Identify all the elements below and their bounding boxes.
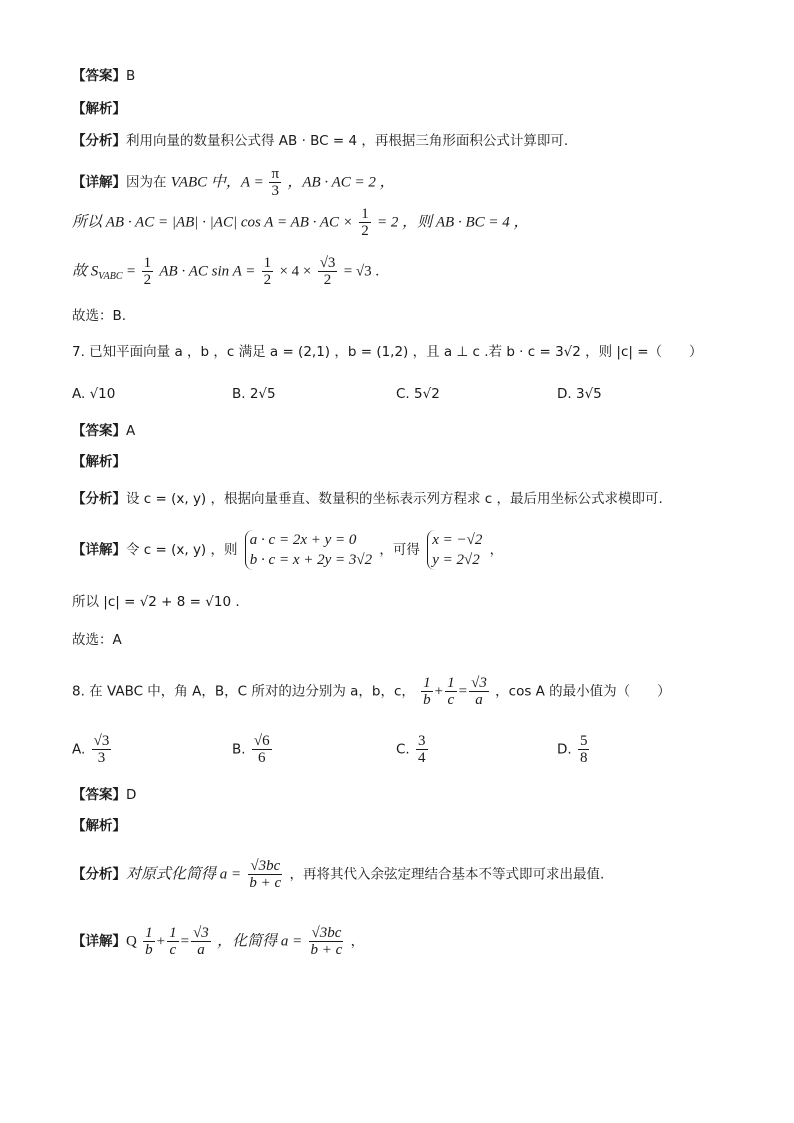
q8-opt-a-num: √3 xyxy=(93,733,110,749)
q8-d-frac-1b xyxy=(143,925,155,958)
q6-one: 1 xyxy=(361,206,369,222)
q8-option-b xyxy=(232,733,274,766)
q8-fenxi-a: 对原式化简得 a = xyxy=(126,866,242,883)
q8-stem: 8. 在 VABC 中，角 A，B，C 所对的边分别为 a，b，c， $\frac{1}{b}$ + $\frac{1}{c}$ = $\frac{√3}{a}$ ，cos A 的最小值为（ ） xyxy=(72,675,671,708)
q6-two-2: 2 xyxy=(143,272,152,288)
q6-fenxi xyxy=(72,131,568,151)
q7-detail-1 xyxy=(72,530,503,570)
q6-d3-sub: VABC xyxy=(98,271,123,283)
q7-option-b: B. 2√5 xyxy=(232,386,276,402)
q8-opt-d-label: D. xyxy=(557,741,572,758)
q8-frac-1c xyxy=(445,675,457,708)
xiangjie-label: 【详解】 xyxy=(72,933,126,950)
answer-label: 【答案】 xyxy=(72,423,126,439)
q6-d3d: × 4 × xyxy=(279,263,312,280)
q6-detail-2 xyxy=(72,206,529,239)
q8-b: b xyxy=(423,692,431,708)
q8-fenxi-den: b + c xyxy=(249,875,282,891)
q7-dc: ， xyxy=(489,542,504,558)
q8-d-one-2: 1 xyxy=(169,925,177,941)
q8-frac-sqrt3-a xyxy=(469,675,489,708)
q6-d2b: = 2 ，则 AB · BC = 4 ， xyxy=(377,214,529,231)
q6-one-2: 1 xyxy=(143,255,152,271)
q8-d-c: c xyxy=(169,942,177,958)
q7-fenxi-text: 设 c = (x, y) ，根据向量垂直、数量积的坐标表示列方程求 c ，最后用坐标公式求模即可. xyxy=(126,491,663,507)
q8-d-a: a xyxy=(197,942,205,958)
answer-label: 【答案】 xyxy=(72,68,126,84)
fenxi-label: 【分析】 xyxy=(72,491,126,507)
q6-conclusion: 故选：B. xyxy=(72,308,127,324)
q6-answer-line xyxy=(72,66,135,86)
q8-opt-c-frac xyxy=(416,733,428,766)
q8-opt-a-label: A. xyxy=(72,741,86,758)
q8-d-res-den: b + c xyxy=(310,942,343,958)
q7-answer-line xyxy=(72,421,135,441)
q7-option-d: D. 3√5 xyxy=(557,386,602,402)
q8-opt-d-den: 8 xyxy=(579,750,588,766)
q6-d2: 所以 AB · AC = |AB| · |AC| cos A = AB · AC × xyxy=(72,214,353,231)
q8-c: c xyxy=(447,692,455,708)
q8-fenxi-frac xyxy=(247,858,283,891)
q8-detail-c: ， xyxy=(350,933,365,950)
q7-sol2: y = 2√2 xyxy=(432,552,480,568)
q7-db: ，可得 xyxy=(379,542,420,558)
q8-frac-1b xyxy=(421,675,433,708)
xiangjie-label: 【详解】 xyxy=(72,542,126,558)
q8-opt-a-den: 3 xyxy=(97,750,106,766)
q8-fenxi-b: ，再将其代入余弦定理结合基本不等式即可求出最值. xyxy=(289,866,605,883)
q7-option-c: C. 5√2 xyxy=(396,386,440,402)
q6-fenxi-text: 利用向量的数量积公式得 AB · BC = 4 ，再根据三角形面积公式计算即可. xyxy=(126,133,569,149)
q7-eq2: b · c = x + 2y = 3√2 xyxy=(249,552,373,568)
q7-answer-value: A xyxy=(126,423,136,439)
q6-d3a: 故 S xyxy=(72,263,99,280)
q8-opt-c-num: 3 xyxy=(418,733,426,749)
q7-eq1: a · c = 2x + y = 0 xyxy=(249,532,357,548)
q8-opt-b-frac xyxy=(252,733,272,766)
q7-stem: 7. 已知平面向量 a ，b ，c 满足 a = (2,1) ，b = (1,2) ，且 a ⊥ c .若 b · c = 3√2 ，则 |c| =（ ） xyxy=(72,344,703,360)
q8-d-one: 1 xyxy=(145,925,153,941)
q6-d3c: AB · AC sin A = xyxy=(159,263,256,280)
q8-opt-a-frac xyxy=(92,733,112,766)
q6-sqrt3-over-2 xyxy=(318,255,338,288)
q6-one-3: 1 xyxy=(263,255,272,271)
q8-opt-b-num: √6 xyxy=(253,733,270,749)
q7-analysis-head: 【解析】 xyxy=(72,454,126,470)
q6-pi-over-3 xyxy=(269,166,281,199)
q7-system xyxy=(245,530,372,570)
fenxi-label: 【分析】 xyxy=(72,133,126,149)
q6-d1c: ，AB · AC = 2 ， xyxy=(287,174,395,191)
q6-half xyxy=(359,206,371,239)
q8-opt-c-den: 4 xyxy=(418,750,426,766)
q7-conclusion: 故选：A xyxy=(72,632,122,648)
q8-detail-q: Q xyxy=(126,933,137,950)
q6-d3e: = √3 . xyxy=(343,263,380,280)
answer-label: 【答案】 xyxy=(72,787,126,803)
q6-analysis-head: 【解析】 xyxy=(72,101,126,117)
q8-fenxi xyxy=(72,858,604,891)
q6-d1a: 因为在 xyxy=(126,174,167,191)
xiangjie-label: 【详解】 xyxy=(72,174,126,191)
q8-d-frac-sqrt3-a xyxy=(191,925,211,958)
q8-opt-b-label: B. xyxy=(232,741,246,758)
q6-half-3 xyxy=(262,255,274,288)
q8-answer-value: D xyxy=(126,787,137,803)
q8-answer-line xyxy=(72,785,136,805)
q8-one-2: 1 xyxy=(447,675,455,691)
q6-two-3: 2 xyxy=(263,272,272,288)
q6-answer-value: B xyxy=(126,68,136,84)
q7-da: 令 c = (x, y) ，则 xyxy=(126,542,238,558)
q8-a: a xyxy=(475,692,483,708)
q7-fenxi xyxy=(72,489,663,509)
q8-stem-a: 8. 在 VABC 中，角 A，B，C 所对的边分别为 a，b，c， xyxy=(72,683,415,700)
q6-pi: π xyxy=(271,166,280,182)
q8-detail-b: ，化简得 a = xyxy=(217,933,303,950)
q8-d-b: b xyxy=(145,942,153,958)
q6-sqrt3: √3 xyxy=(319,255,336,271)
q8-sqrt3: √3 xyxy=(471,675,487,691)
q8-one: 1 xyxy=(423,675,431,691)
q6-detail-1 xyxy=(72,166,395,199)
q8-option-a xyxy=(72,733,113,766)
q8-fenxi-num: √3bc xyxy=(250,858,281,874)
q8-d-sqrt3: √3 xyxy=(193,925,209,941)
q8-opt-d-num: 5 xyxy=(579,733,588,749)
q8-opt-b-den: 6 xyxy=(257,750,266,766)
q6-two-4: 2 xyxy=(323,272,332,288)
q7-solution xyxy=(427,530,482,570)
q6-d1b: VABC 中，A = xyxy=(170,174,268,191)
q6-d3b: = xyxy=(126,263,136,280)
q6-two: 2 xyxy=(361,223,369,239)
q7-detail-2: 所以 |c| = √2 + 8 = √10 . xyxy=(72,594,240,610)
q7-option-a: A. √10 xyxy=(72,386,116,402)
q6-detail-3 xyxy=(72,255,379,288)
q8-d-frac-result xyxy=(309,925,345,958)
q8-detail: 【详解】Q $\frac{1}{b}$ + $\frac{1}{c}$ = $\frac{√3}{a}$ ，化简得 a = $\frac{√3bc}{b + c}$ ， xyxy=(72,925,365,958)
q8-opt-c-label: C. xyxy=(396,741,410,758)
q6-three: 3 xyxy=(271,183,279,199)
fenxi-label: 【分析】 xyxy=(72,866,126,883)
q8-analysis-head: 【解析】 xyxy=(72,818,126,834)
q8-d-frac-1c xyxy=(167,925,179,958)
q8-option-c xyxy=(396,733,430,766)
q8-stem-b: ，cos A 的最小值为（ ） xyxy=(495,683,671,700)
q7-sol1: x = −√2 xyxy=(432,532,483,548)
q6-half-2 xyxy=(142,255,154,288)
q8-option-d xyxy=(557,733,591,766)
q8-opt-d-frac xyxy=(578,733,590,766)
q8-d-res-num: √3bc xyxy=(311,925,342,941)
